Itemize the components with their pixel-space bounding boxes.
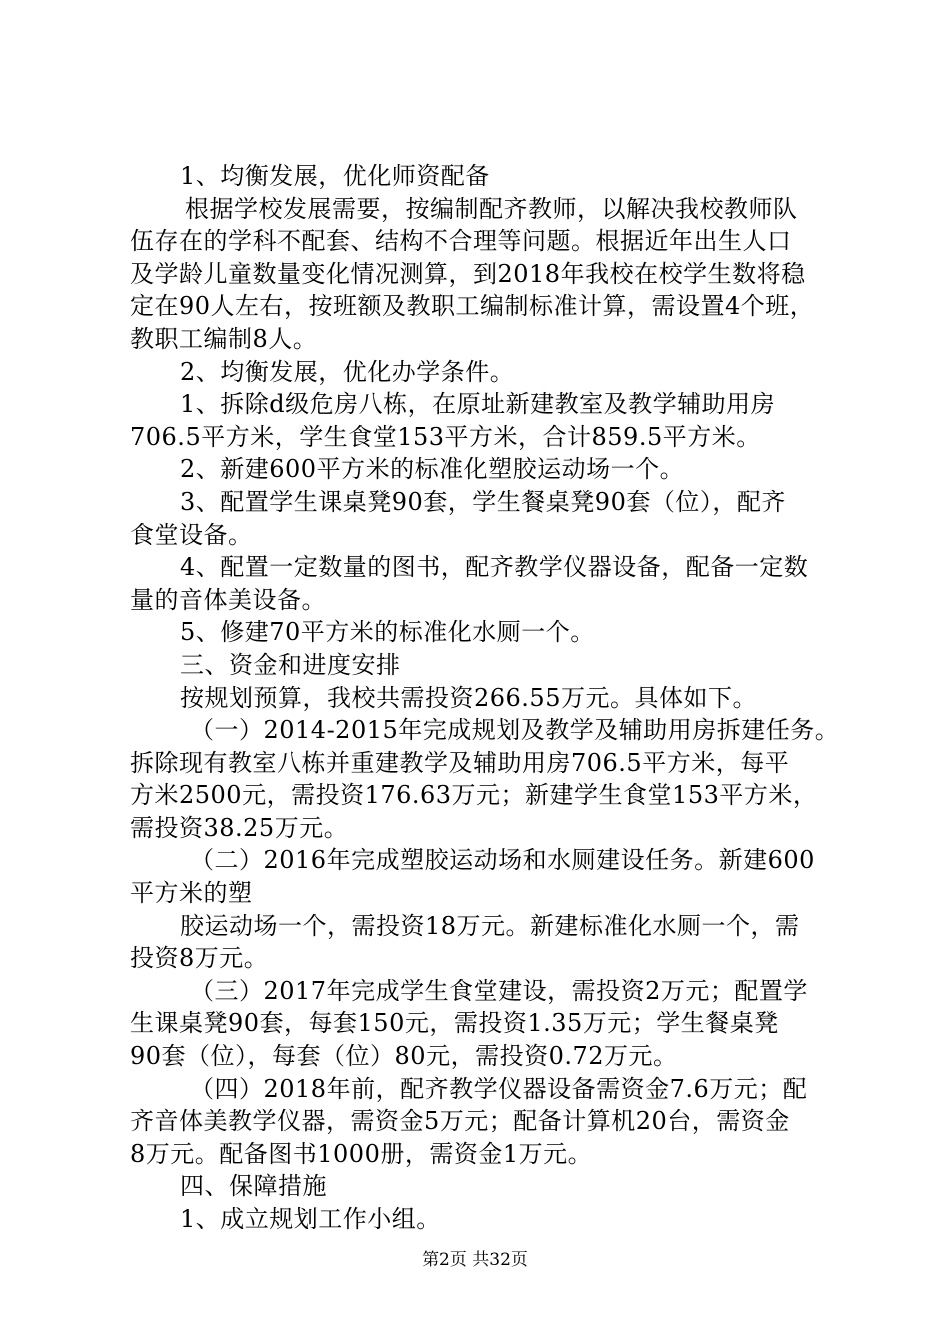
paragraph-line: 按规划预算，我校共需投资266.55万元。具体如下。: [180, 683, 757, 712]
paragraph-line: 8万元。配备图书1000册，需资金1万元。: [130, 1139, 593, 1168]
paragraph-line: 及学龄儿童数量变化情况测算，到2018年我校在校学生数将稳: [130, 259, 806, 288]
list-item: 5、修建70平方米的标准化水厕一个。: [180, 618, 595, 647]
paragraph-line: 90套（位），每套（位）80元，需投资0.72万元。: [130, 1042, 678, 1071]
paragraph-line: 需投资38.25万元。: [130, 813, 349, 842]
paragraph-line: 方米2500元，需投资176.63万元；新建学生食堂153平方米，: [130, 781, 818, 810]
list-item: （三）2017年完成学生食堂建设，需投资2万元；配置学: [190, 976, 808, 1005]
paragraph-line: 齐音体美教学仪器，需资金5万元；配备计算机20台，需资金: [130, 1107, 790, 1136]
paragraph-line: 定在90人左右，按班额及教职工编制标准计算，需设置4个班，: [130, 292, 815, 321]
list-item: 1、拆除d级危房八栋，在原址新建教室及教学辅助用房: [180, 390, 776, 419]
section-heading: 三、资金和进度安排: [180, 650, 401, 679]
paragraph-line: 胶运动场一个，需投资18万元。新建标准化水厕一个，需: [180, 911, 800, 940]
paragraph-line: 拆除现有教室八栋并重建教学及辅助用房706.5平方米，每平: [130, 748, 790, 777]
paragraph-line: 投资8万元。: [130, 944, 269, 973]
paragraph-line: 量的音体美设备。: [130, 585, 326, 614]
list-item: 1、成立规划工作小组。: [180, 1205, 441, 1233]
document-body: [130, 160, 840, 1236]
paragraph-line: 706.5平方米，学生食堂153平方米，合计859.5平方米。: [130, 422, 761, 451]
paragraph-line: 伍存在的学科不配套、结构不合理等问题。根据近年出生人口: [130, 227, 792, 256]
section-heading: 2、均衡发展，优化办学条件。: [180, 357, 515, 386]
list-item: （二）2016年完成塑胶运动场和水厕建设任务。新建600: [190, 846, 815, 875]
section-heading: 四、保障措施: [180, 1172, 327, 1201]
paragraph-line: 平方米的塑: [130, 879, 253, 908]
paragraph-line: 教职工编制8人。: [130, 324, 318, 353]
list-item: （一）2014-2015年完成规划及教学及辅助用房拆建任务。: [190, 716, 840, 745]
section-heading: 1、均衡发展，优化师资配备: [180, 162, 490, 190]
paragraph-line: 生课桌凳90套，每套150元，需投资1.35万元；学生餐桌凳: [130, 1009, 779, 1038]
list-item: （四）2018年前，配齐教学仪器设备需资金7.6万元；配: [190, 1074, 808, 1103]
list-item: 3、配置学生课桌凳90套，学生餐桌凳90套（位），配齐: [180, 487, 786, 516]
page-number-footer: 第2页 共32页: [422, 1250, 528, 1270]
paragraph-line: 食堂设备。: [130, 520, 253, 549]
list-item: 4、配置一定数量的图书，配齐教学仪器设备，配备一定数: [180, 553, 809, 582]
list-item: 2、新建600平方米的标准化塑胶运动场一个。: [180, 455, 685, 484]
paragraph-line: 根据学校发展需要，按编制配齐教师，以解决我校教师队: [185, 194, 798, 223]
